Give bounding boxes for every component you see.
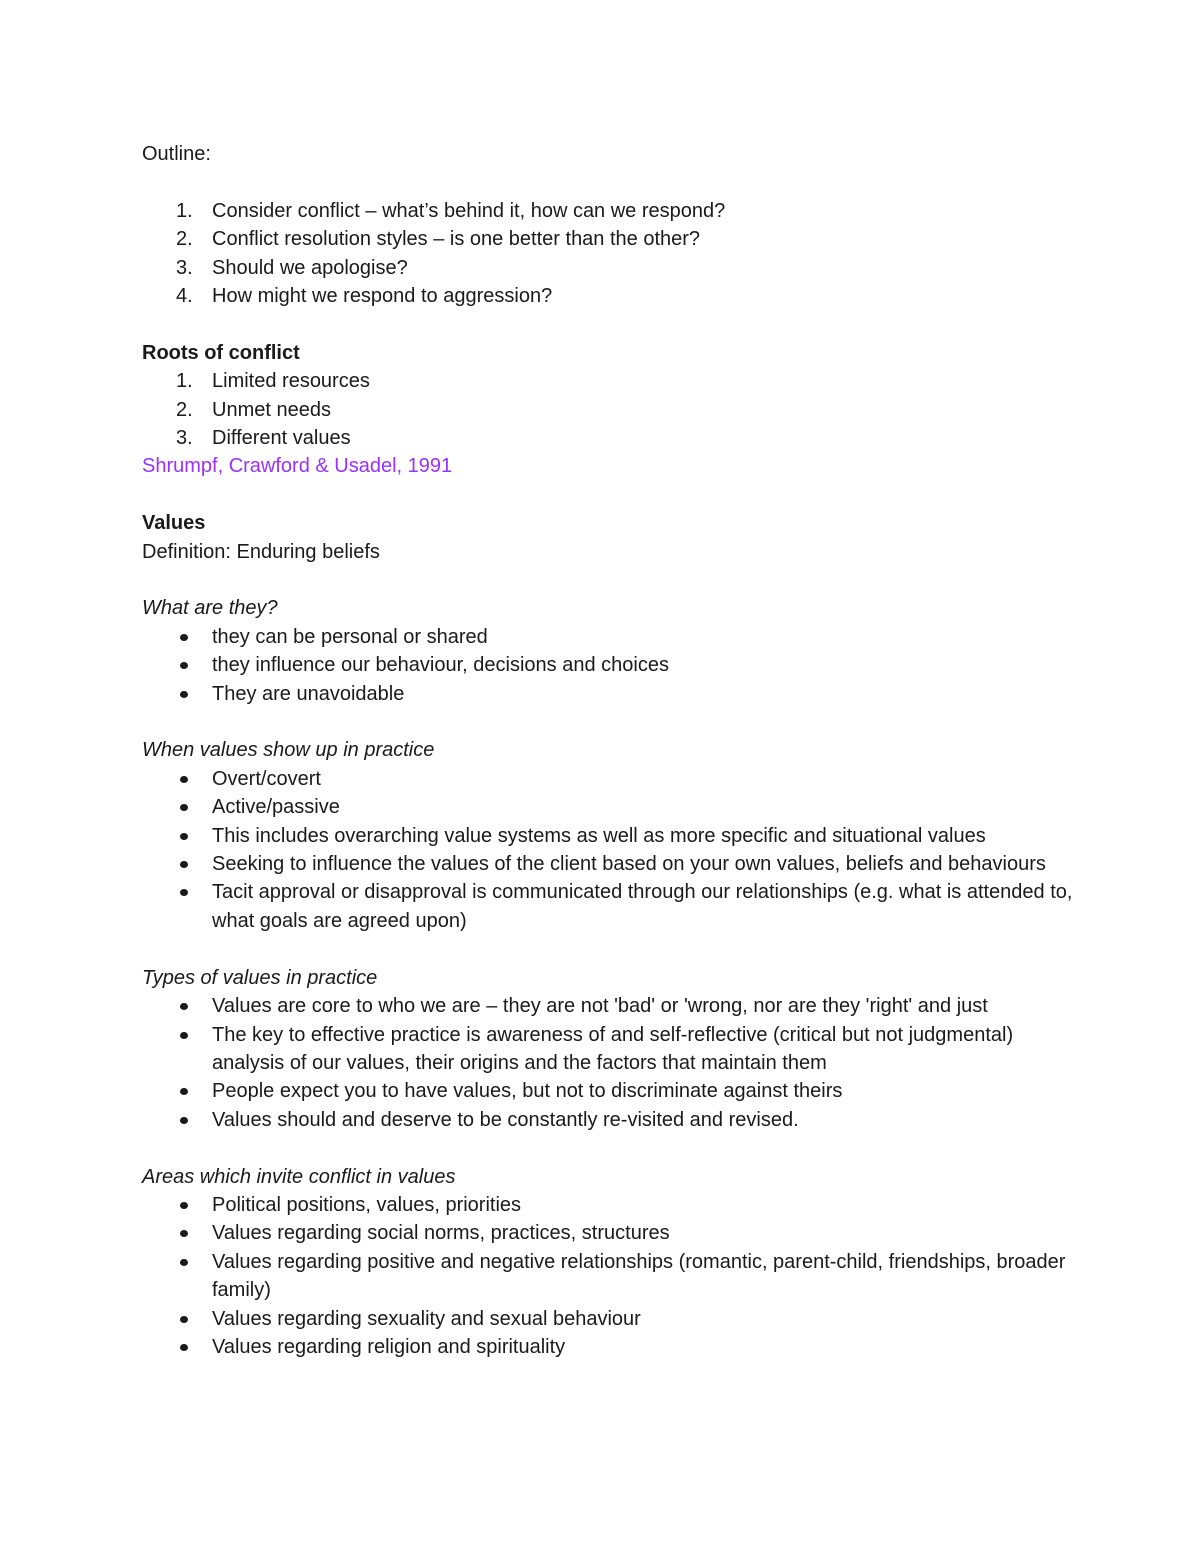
what-are-they-list (142, 623, 1082, 708)
bullet-icon (180, 1003, 188, 1010)
list-number: 4. (176, 285, 193, 308)
list-item (142, 878, 1082, 935)
outline-list (142, 197, 1082, 311)
list-item-text: Seeking to influence the values of the client based on your own values, beliefs and behaviours (212, 853, 1046, 876)
spacer (142, 481, 1082, 509)
bullet-icon (180, 1202, 188, 1209)
types-list (142, 992, 1082, 1134)
bullet-icon (180, 1316, 188, 1323)
list-item-text: The key to effective practice is awareness of and self-reflective (critical but not judgmental) analysis of our values, their origins and the factors that maintain them (212, 1023, 1014, 1074)
bullet-icon (180, 776, 188, 783)
list-item-text: Limited resources (212, 370, 370, 393)
list-item (142, 992, 1082, 1020)
list-item (142, 225, 1082, 253)
list-item-text: Values should and deserve to be constantly re-visited and revised. (212, 1108, 799, 1131)
list-item (142, 822, 1082, 850)
bullet-icon (180, 691, 188, 698)
bullet-icon (180, 1032, 188, 1039)
list-item (142, 651, 1082, 679)
list-item-text: Political positions, values, priorities (212, 1193, 522, 1216)
bullet-icon (180, 889, 188, 896)
list-number: 2. (176, 398, 193, 421)
list-item-text: Values are core to who we are – they are not 'bad' or 'wrong, nor are they 'right' and just (212, 995, 988, 1018)
list-item (142, 850, 1082, 878)
bullet-icon (180, 634, 188, 641)
list-number: 3. (176, 256, 193, 279)
bullet-icon (180, 1088, 188, 1095)
roots-heading: Roots of conflict (142, 341, 300, 364)
list-item (142, 680, 1082, 708)
list-item-text: Values regarding religion and spirituality (212, 1335, 566, 1358)
list-item (142, 1333, 1082, 1361)
list-item (142, 367, 1082, 395)
list-item-text: Should we apologise? (212, 256, 408, 279)
list-item-text: People expect you to have values, but not to discriminate against theirs (212, 1080, 843, 1103)
values-heading: Values (142, 512, 206, 535)
list-item-text: Overt/covert (212, 767, 321, 790)
list-item (142, 1077, 1082, 1105)
list-item-text: Unmet needs (212, 398, 331, 421)
list-item-text: They are unavoidable (212, 682, 405, 705)
list-item (142, 254, 1082, 282)
bullet-icon (180, 662, 188, 669)
list-item-text: Different values (212, 427, 351, 450)
areas-list (142, 1191, 1082, 1361)
bullet-icon (180, 1344, 188, 1351)
list-item-text: Values regarding positive and negative relationships (romantic, parent-child, friendships, broader family) (212, 1250, 1066, 1302)
in-practice-list (142, 765, 1082, 935)
list-item (142, 793, 1082, 821)
list-item-text: Consider conflict – what’s behind it, how can we respond? (212, 199, 726, 222)
list-item-text: Values regarding sexuality and sexual behaviour (212, 1307, 641, 1330)
spacer (142, 1134, 1082, 1162)
list-number: 1. (176, 199, 193, 222)
list-number: 1. (176, 370, 193, 393)
list-item-text: Active/passive (212, 796, 340, 819)
roots-list (142, 367, 1082, 452)
bullet-icon (180, 861, 188, 868)
bullet-icon (180, 833, 188, 840)
list-item (142, 1191, 1082, 1219)
citation: Shrumpf, Crawford & Usadel, 1991 (142, 455, 453, 478)
in-practice-heading: When values show up in practice (142, 739, 435, 762)
list-item (142, 197, 1082, 225)
list-item-text: Values regarding social norms, practices, structures (212, 1222, 670, 1245)
bullet-icon (180, 1230, 188, 1237)
list-item (142, 396, 1082, 424)
list-number: 3. (176, 427, 193, 450)
spacer (142, 566, 1082, 594)
spacer (142, 310, 1082, 338)
list-item (142, 1248, 1082, 1305)
list-item (142, 1305, 1082, 1333)
list-item-text: they can be personal or shared (212, 625, 488, 648)
bullet-icon (180, 1117, 188, 1124)
list-item (142, 623, 1082, 651)
list-item (142, 1021, 1082, 1078)
values-definition: Definition: Enduring beliefs (142, 540, 380, 563)
list-item-text: How might we respond to aggression? (212, 285, 553, 308)
list-item (142, 282, 1082, 310)
areas-heading: Areas which invite conflict in values (142, 1165, 456, 1188)
list-item-text: Tacit approval or disapproval is communicated through our relationships (e.g. what is attended to, what goals are agreed upon) (212, 881, 1073, 932)
list-item (142, 1219, 1082, 1247)
list-item (142, 765, 1082, 793)
spacer (142, 168, 1082, 196)
list-item-text: Conflict resolution styles – is one better than the other? (212, 228, 701, 251)
list-number: 2. (176, 228, 193, 251)
list-item (142, 424, 1082, 452)
outline-heading: Outline: (142, 143, 211, 165)
what-are-they-heading: What are they? (142, 597, 278, 620)
list-item-text: This includes overarching value systems as well as more specific and situational values (212, 824, 986, 847)
bullet-icon (180, 1259, 188, 1266)
document-page (142, 140, 1082, 1361)
list-item-text: they influence our behaviour, decisions and choices (212, 654, 669, 677)
types-heading: Types of values in practice (142, 966, 378, 989)
list-item (142, 1106, 1082, 1134)
spacer (142, 935, 1082, 963)
spacer (142, 708, 1082, 736)
bullet-icon (180, 804, 188, 811)
